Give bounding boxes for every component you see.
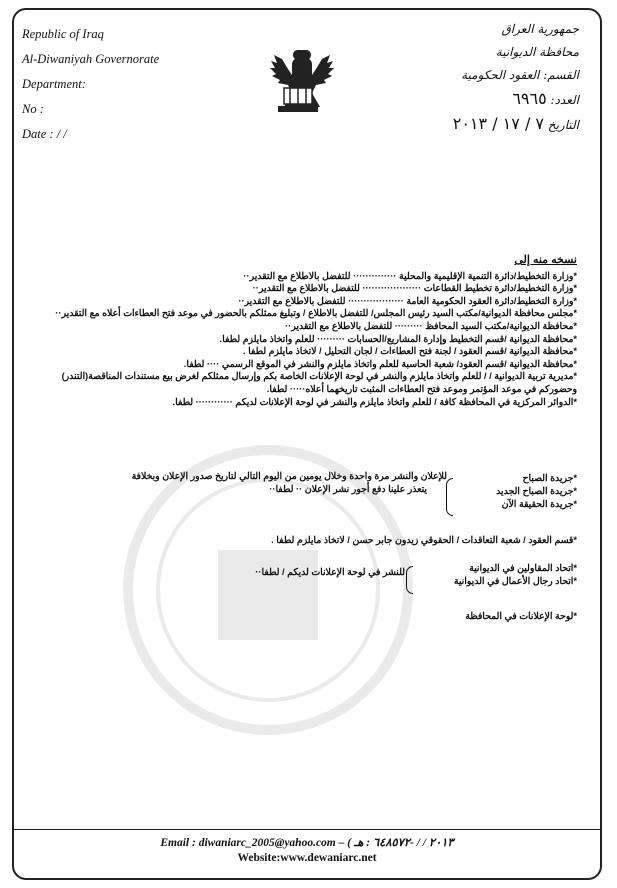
date-value-ar: ٧ / ١٧ / ٢٠١٣ (452, 114, 545, 133)
newspaper-item: *جريدة الصباح الجديد (496, 486, 577, 496)
footer-contact: Email : diwaniarc_2005@yahoo.com – ( ٢٠١٣ / / -٦٤٨٥٧٢ : هـ (160, 837, 454, 849)
date-label-ar: التاريخ (547, 118, 579, 132)
recipient-line: *محافظة الديوانية /قسم العقود / لجنة فتح العطاءات / لجان التحليل / لاتخاذ مايلزم لطفا . (242, 346, 577, 357)
header-arabic (429, 18, 579, 137)
recipient-line: *محافظة الديوانية/مكتب السيد المحافظ ········· للتفضل بالاطلاع مع التقدير·· (285, 320, 577, 331)
recipient-line: *محافظة الديوانية /قسم العقود/ شعبة الحاسبة للعلم واتخاذ مايلزم والنشر في الموقع الرسمي ···· لطفا. (183, 358, 577, 369)
number-value-ar: ٦٩٦٥ (512, 89, 547, 108)
contracts-line: *قسم العقود / شعبة التعاقدات / الحقوقي زيدون جابر حسن / لاتخاذ مايلزم لطفا . (271, 535, 577, 545)
header-english (22, 22, 212, 147)
department-en: Department: (22, 77, 86, 91)
unions-brace (406, 566, 413, 594)
newspapers-brace (446, 478, 453, 516)
ads-board-line: *لوحة الإعلانات في المحافظة (465, 611, 577, 621)
footer-divider (14, 829, 600, 830)
recipient-line: *وزارة التخطيط/دائرة العقود الحكومية العامة ·················· للتفضل بالاطلاع مع التقدير·· (238, 295, 577, 306)
date-en: Date : / / (22, 127, 67, 141)
newspapers-note-2: يتعذر علينا دفع أجور نشر الإعلان ·· لطفا·· (269, 484, 427, 494)
recipient-line: *مديرية تربية الديوانية / / للعلم واتخاذ مايلزم والنشر في لوحة الإعلانات الخاصة بكم وإرسال ممثلكم لغرض بيع مستندات المناقصة(التندر) وحضوركم في موعد المؤتمر وموعد فتح العطاءات المثبت تاريخهما أعلاه····· لطفا. (61, 371, 577, 394)
department-ar: القسم: العقود الحكومية (461, 68, 579, 82)
recipient-line: *محافظة الديوانية /قسم التخطيط وإدارة المشاريع/الحسابات ········· للعلم واتخاذ مايلزم لطفا. (219, 333, 577, 344)
distribution-list (40, 254, 577, 408)
unions-note: للنشر في لوحة الإعلانات لديكم / لطفا·· (255, 567, 405, 577)
newspaper-item: *جريدة الحقيقة الآن (501, 499, 577, 509)
governorate-en: Al-Diwaniyah Governorate (22, 52, 160, 66)
newspapers-note (27, 470, 447, 496)
governorate-ar: محافظة الديوانية (495, 45, 579, 59)
union-item: *اتحاد رجال الأعمال في الديوانية (453, 576, 577, 586)
date-ar (429, 112, 579, 137)
unions-list (417, 562, 577, 588)
recipient-line: *مجلس محافظة الديوانية/مكتب السيد رئيس المجلس/ للتفضل بالاطلاع / وتبليغ ممثلكم بالحضور في موعد فتح العطاءات أعلاه مع التقدير·· (55, 308, 577, 319)
footer-website: Website:www.dewaniarc.net (237, 852, 377, 864)
recipient-line: *وزارة التخطيط/دائرة التنمية الإقليمية والمحلية ·············· للتفضل بالاطلاع مع التقدير·· (243, 270, 577, 281)
recipient-line: *الدوائر المركزية في المحافظة كافة / للعلم واتخاذ مايلزم والنشر في لوحة الإعلانات لديكم ············ لطفا. (172, 396, 577, 407)
republic-en: Republic of Iraq (22, 27, 104, 41)
copy-title: نسخه منه إلى (514, 254, 577, 266)
newspapers-list (477, 472, 577, 511)
number-ar (429, 87, 579, 112)
newspapers-note-1: للإعلان والنشر مرة واحدة وخلال يومين من اليوم التالي لتاريخ صدور الإعلان وبخلافة (131, 471, 447, 481)
footer (12, 836, 602, 866)
newspaper-item: *جريدة الصباح (522, 473, 577, 483)
republic-ar: جمهورية العراق (501, 22, 579, 36)
number-en: No : (22, 102, 44, 116)
iraq-eagle-emblem-icon (262, 44, 334, 116)
recipient-line: *وزارة التخطيط/دائرة تخطيط القطاعات ··················· للتفضل بالاطلاع مع التقدير·· (252, 283, 577, 294)
union-item: *اتحاد المقاولين في الديوانية (469, 563, 577, 573)
number-label-ar: العدد: (550, 93, 579, 107)
